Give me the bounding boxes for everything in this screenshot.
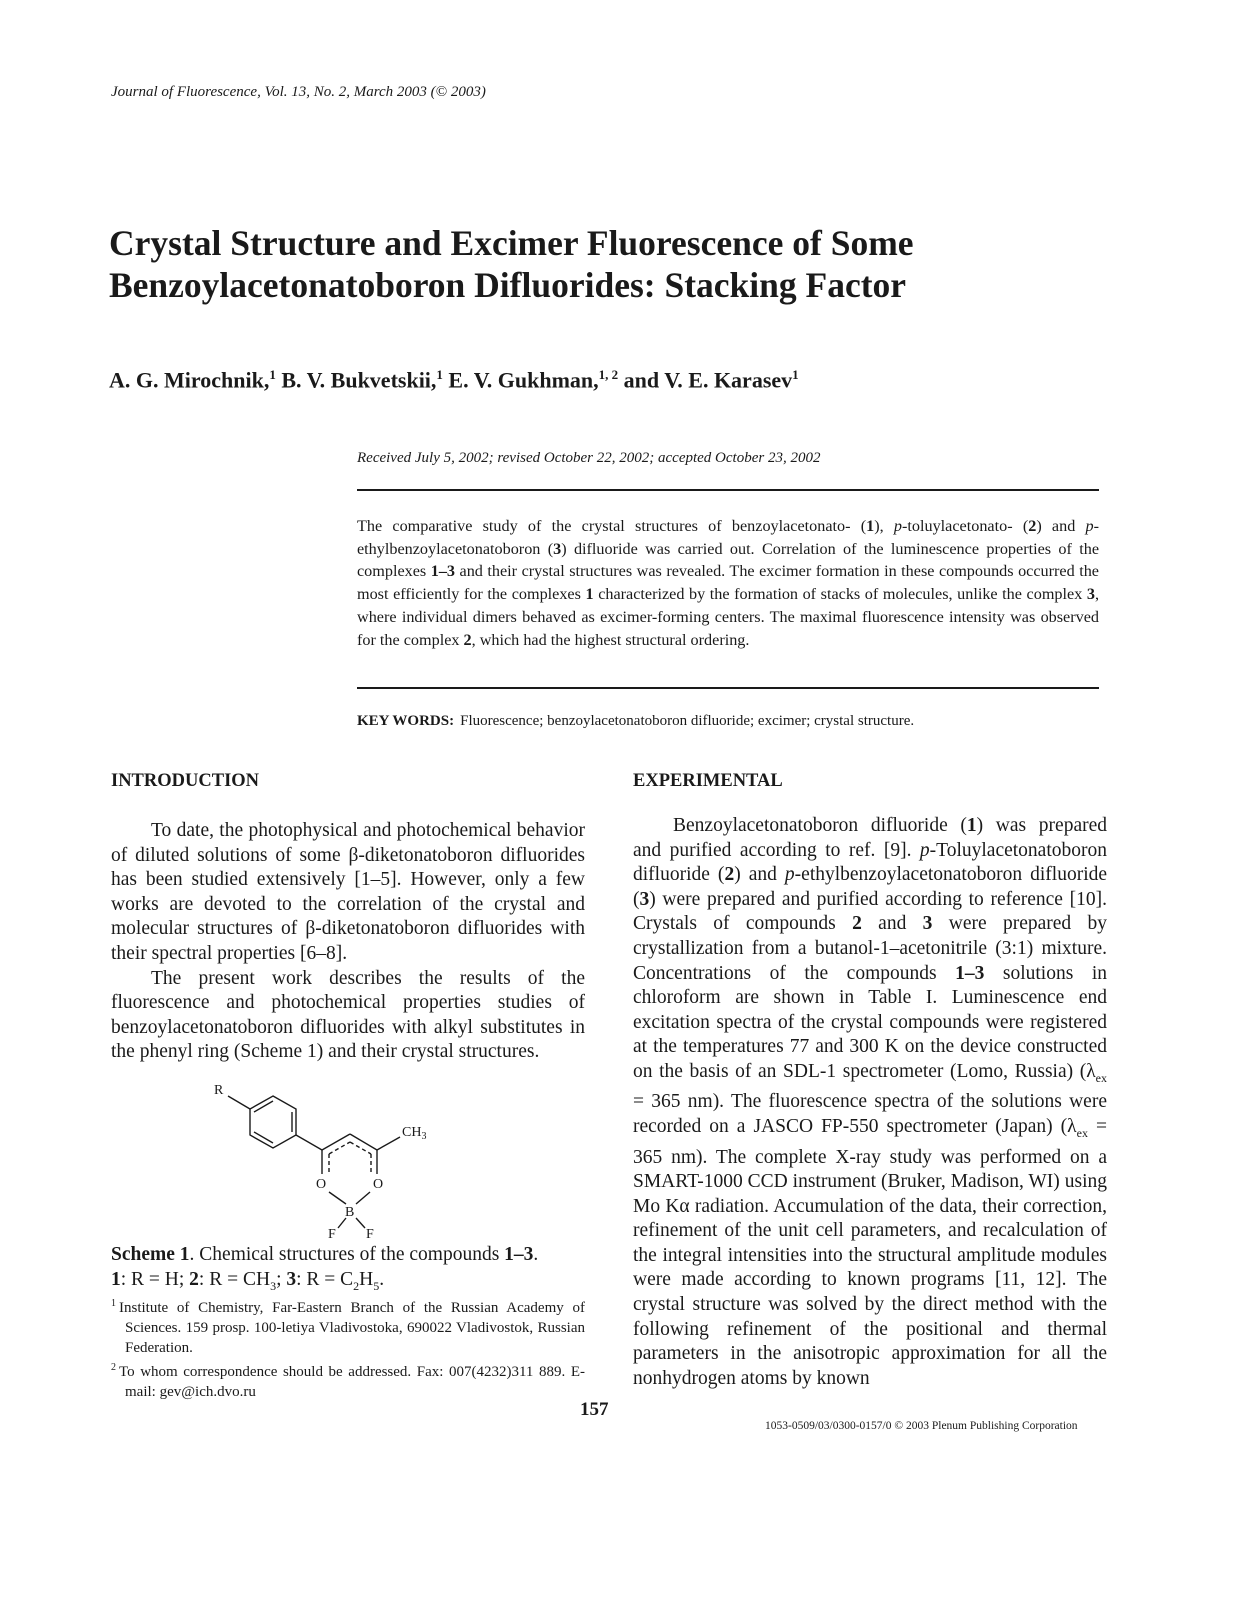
footnote: $^1$ Institute of Chemistry, Far-Eastern Branch of the Russian Academy of Sciences. 159 prosp. 100-letiya Vladivostoka, 690022 Vladivostok, Russian Federation.: [111, 1298, 585, 1356]
journal-header: Journal of Fluorescence, Vol. 13, No. 2, March 2003 (© 2003): [111, 84, 486, 100]
keywords: [357, 713, 1099, 730]
scheme-label-r: R: [214, 1083, 224, 1098]
footnotes: [111, 1294, 585, 1402]
experimental-paragraph: Benzoylacetonatoboron difluoride (1) was prepared and purified according to ref. [9]. p-Toluylacetonatoboron difluoride (2) and p-ethylbenzoylacetonatoboron difluoride (3) were prepared and purified according to reference [10]. Crystals of compounds 2 and 3 were prepared by crystallization from a butanol-1–acetonitrile (3:1) mixture. Concentrations of the compounds 1–3 solutions in chloroform are shown in Table I. Luminescence end excitation spectra of the crystal compounds were registered at the temperatures 77 and 300 K on the device constructed on the basis of an SDL-1 spectrometer (Lomo, Russia) ($\lambda_{ex} = 365$ nm). The fluorescence spectra of the solutions were recorded on a JASCO FP-550 spectrometer (Japan) ($\lambda_{ex} = 365$ nm). The complete X-ray study was performed on a SMART-1000 CCD instrument (Bruker, Madison, WI) using Mo Kα radiation. Accumulation of the data, their correction, refinement of the unit cell parameters, and recalculation of the integral intensities into the structural amplitude modules were made according to known programs [11, 12]. The crystal structure was solved by the direct method with the following refinement of the positional and thermal parameters in the anisotropic approximation for all the nonhydrogen atoms by known: [633, 815, 1108, 1389]
title-line-1: Crystal Structure and Excimer Fluorescence of Some: [109, 223, 914, 263]
introduction-body: [111, 819, 585, 1065]
copyright-line: 1053-0509/03/0300-0157/0 © 2003 Plenum Publishing Corporation: [765, 1420, 1078, 1432]
title-line-2: Benzoylacetonatoboron Difluorides: Stacking Factor: [109, 265, 907, 305]
scheme-1-structure: [200, 1078, 460, 1238]
scheme-label-f-right: F: [366, 1227, 374, 1238]
keywords-text: Fluorescence; benzoylacetonatoboron difluoride; excimer; crystal structure.: [460, 713, 915, 729]
intro-paragraph-1: To date, the photophysical and photochemical behavior of diluted solutions of some β-diketonatoboron difluorides has been studied extensively [1–5]. However, only a few works are devoted to the correlation of the crystal and molecular structures of β-diketonatoboron difluorides with their spectral properties [6–8].: [111, 820, 585, 964]
scheme-label-o-right: O: [373, 1177, 384, 1192]
received-dates: Received July 5, 2002; revised October 22, 2002; accepted October 23, 2002: [357, 450, 821, 466]
author-list: [109, 367, 799, 393]
experimental-heading: EXPERIMENTAL: [633, 771, 783, 791]
experimental-body: [633, 814, 1107, 1391]
author-name: A. G. Mirochnik,: [109, 367, 270, 393]
footnote: $^2$ To whom correspondence should be addressed. Fax: 007(4232)311 889. E-mail: gev@ich.dvo.ru: [111, 1362, 585, 1400]
paper-title: [109, 222, 1109, 306]
scheme-label-o-left: O: [316, 1177, 327, 1192]
scheme-label-b: B: [345, 1205, 355, 1220]
author-affiliation-mark: 1: [792, 367, 799, 382]
abstract: The comparative study of the crystal structures of benzoylacetonato- (1), p-toluylacetonato- (2) and p-ethylbenzoylacetonatoboron (3) difluoride was carried out. Correlation of the luminescence properties of the complexes 1–3 and their crystal structures was revealed. The excimer formation in these compounds occurred the most efficiently for the complexes 1 characterized by the formation of stacks of molecules, unlike the complex 3, where individual dimers behaved as excimer-forming centers. The maximal fluorescence intensity was observed for the complex 2, which had the highest structural ordering.: [357, 517, 1100, 649]
author-name: B. V. Bukvetskii,: [281, 367, 437, 393]
author-affiliation-mark: 1: [436, 367, 443, 382]
r-bond: [228, 1096, 250, 1109]
benzene-ring: [250, 1096, 296, 1148]
introduction-heading: INTRODUCTION: [111, 771, 260, 791]
abstract-bottom-rule: [357, 687, 1099, 689]
keywords-label: KEY WORDS:: [357, 713, 455, 729]
author-affiliation-mark: 1: [269, 367, 276, 382]
author-name: and V. E. Karasev: [623, 367, 793, 393]
abstract-top-rule: [357, 489, 1099, 491]
author-affiliation-mark: 1, 2: [598, 367, 619, 382]
intro-paragraph-2: The present work describes the results of the fluorescence and photochemical properties studies of benzoylacetonatoboron difluorides with alkyl substitutes in the phenyl ring (Scheme 1) and their crystal structures.: [111, 967, 585, 1063]
scheme-label-ch3: $CH_3$: [402, 1125, 427, 1142]
scheme-label-f-left: F: [328, 1227, 336, 1238]
author-name: E. V. Gukhman,: [448, 367, 599, 393]
scheme-caption: Scheme 1. Chemical structures of the compounds 1–3. 1: R = H; 2: $R = CH_3$; 3: $R = C_2H_5$.: [111, 1244, 539, 1293]
page-number: 157: [580, 1399, 609, 1420]
